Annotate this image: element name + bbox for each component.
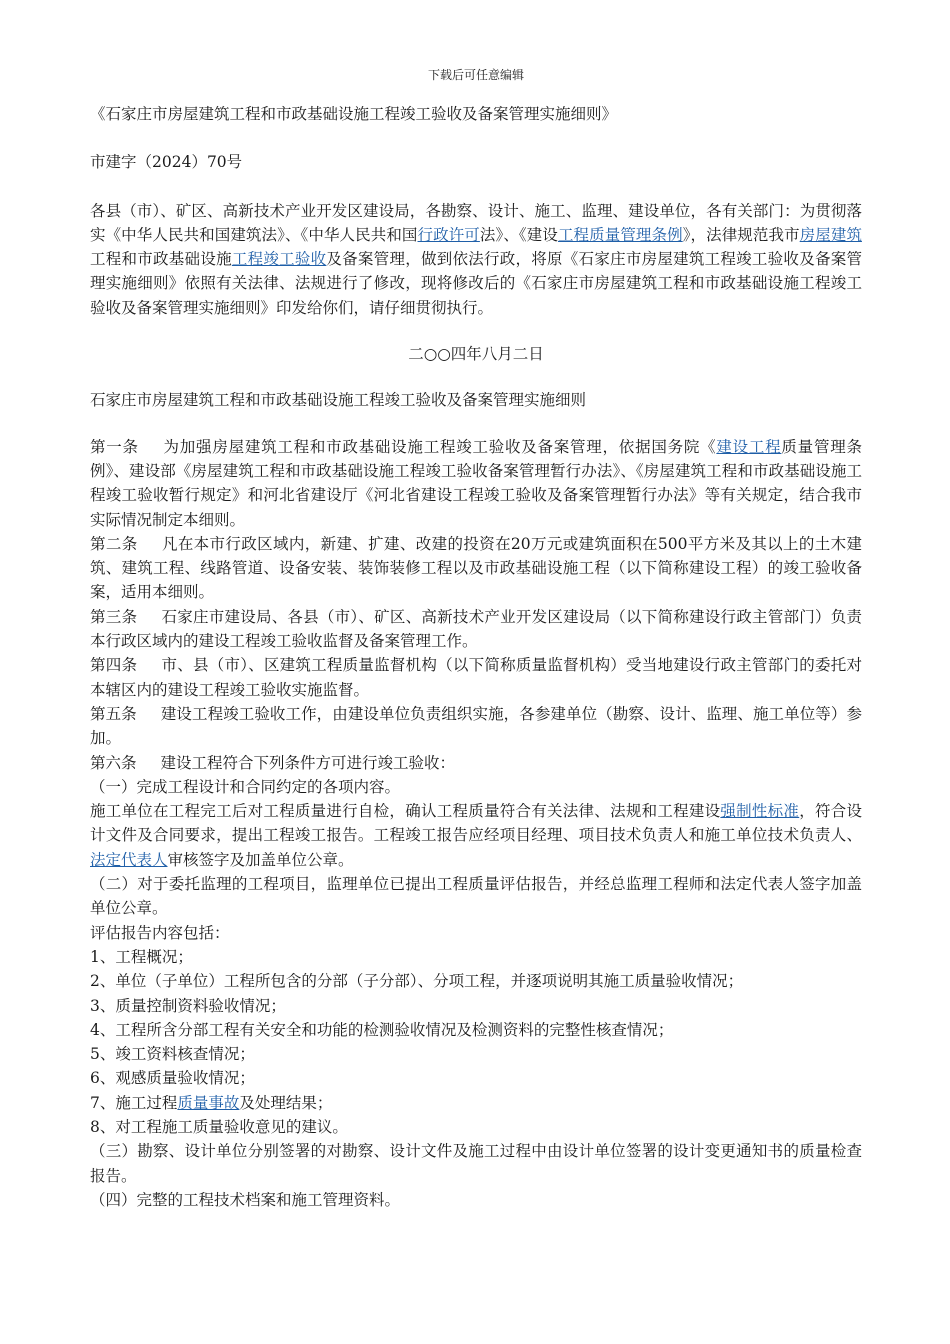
article-label: 第一条 xyxy=(90,437,139,456)
article-1-text-1: 为加强房屋建筑工程和市政基础设施工程竣工验收及备案管理，依据国务院《 xyxy=(162,437,717,456)
condition-detail-text-1: 施工单位在工程完工后对工程质量进行自检，确认工程质量符合有关法律、法规和工程建设 xyxy=(90,802,721,821)
document-title: 《石家庄市房屋建筑工程和市政基础设施工程竣工验收及备案管理实施细则》 xyxy=(90,105,618,123)
intro-text-5: 及备案管理，做到依法行政，将原《石家庄市房屋建筑工程竣工验收及备案管理实施细则》依照有关法律、法规进行了修改，现将修改后的《石家庄市房屋建筑工程和市政基础设施工程竣工验收及备案管理实施细则》印发给你们，请仔细贯彻执行。 xyxy=(90,250,862,317)
article-text: 凡在本市行政区域内，新建、扩建、改建的投资在20万元或建筑面积在500平方米及其以上的土木建筑、建筑工程、线路管道、设备安装、装饰装修工程以及市政基础设施工程（以下简称建设工程）的竣工验收备案，适用本细则。 xyxy=(90,534,862,602)
list-item: 8、对工程施工质量验收意见的建议。 xyxy=(90,1117,348,1136)
article-label: 第三条 xyxy=(90,607,138,626)
list-item: 3、质量控制资料验收情况； xyxy=(90,996,286,1015)
link-fading-daibiaoren[interactable]: 法定代表人 xyxy=(90,850,168,869)
link-gongcheng-jungong-yanshou[interactable]: 工程竣工验收 xyxy=(231,250,327,269)
page-header: 下载后可任意编辑 xyxy=(427,68,524,82)
document-date: 二○○四年八月二日 xyxy=(408,345,544,364)
intro-text-2: 法》、《建设 xyxy=(479,225,558,244)
article-1 xyxy=(90,435,862,532)
link-zhiliang-shigu[interactable]: 质量事故 xyxy=(177,1093,240,1112)
article-label: 第二条 xyxy=(90,534,138,553)
condition-detail-text-3: 审核签字及加盖单位公章。 xyxy=(167,850,354,869)
link-gongcheng-zhiliang-tiaoli[interactable]: 工程质量管理条例 xyxy=(557,225,683,244)
article-label: 第四条 xyxy=(90,656,138,675)
link-jianshe-gongcheng[interactable]: 建设工程 xyxy=(716,437,782,456)
condition-3: （三）勘察、设计单位分别签署的对勘察、设计文件及施工过程中由设计单位签署的设计变更通知书的质量检查报告。 xyxy=(90,1142,862,1185)
article-label: 第六条 xyxy=(90,753,137,772)
rules-title: 石家庄市房屋建筑工程和市政基础设施工程竣工验收及备案管理实施细则 xyxy=(90,391,587,410)
article-2 xyxy=(90,532,862,605)
condition-1-detail xyxy=(90,799,862,872)
list-item: 6、观感质量验收情况； xyxy=(90,1069,255,1088)
condition-4: （四）完整的工程技术档案和施工管理资料。 xyxy=(90,1190,401,1209)
list-item: 5、竣工资料核查情况； xyxy=(90,1045,255,1064)
list-item: 2、单位（子单位）工程所包含的分部（子分部）、分项工程，并逐项说明其施工质量验收情况； xyxy=(90,972,744,991)
intro-text-1: 各县（市）、矿区、高新技术产业开发区建设局，各勘察、设计、施工、监理、建设单位，各有关部门：为贯彻落实《中华人民共和国建筑法》、《中华人民共和国 xyxy=(90,201,862,244)
intro-paragraph xyxy=(90,199,862,320)
list-item-text-2: 及处理结果； xyxy=(239,1093,333,1112)
link-qiangzhixing-biaozhun[interactable]: 强制性标准 xyxy=(720,802,800,821)
condition-2: （二）对于委托监理的工程项目，监理单位已提出工程质量评估报告，并经总监理工程师和法定代表人签字加盖单位公章。 xyxy=(90,875,862,918)
intro-text-3: 》，法律规范我市 xyxy=(682,225,800,244)
intro-text-4: 工程和市政基础设施 xyxy=(90,250,232,269)
article-text: 建设工程竣工验收工作，由建设单位负责组织实施，各参建单位（勘察、设计、监理、施工单位等）参加。 xyxy=(90,704,862,748)
link-fangwu-jianzhu[interactable]: 房屋建筑 xyxy=(799,225,862,244)
article-4 xyxy=(90,653,862,702)
article-text: 建设工程符合下列条件方可进行竣工验收： xyxy=(160,753,456,772)
list-item: 1、工程概况； xyxy=(90,947,193,966)
article-label: 第五条 xyxy=(90,704,137,723)
condition-detail-text-2: ，符合设计文件及合同要求，提出工程竣工报告。工程竣工报告应经项目经理、项目技术负责人和施工单位技术负责人、 xyxy=(90,802,862,845)
report-intro: 评估报告内容包括： xyxy=(90,923,230,942)
article-3 xyxy=(90,605,862,654)
list-item-text-1: 7、施工过程 xyxy=(90,1093,178,1112)
document-number: 市建字（2024）70号 xyxy=(90,153,243,172)
article-5 xyxy=(90,702,862,751)
article-6 xyxy=(90,751,862,775)
list-item: 4、工程所含分部工程有关安全和功能的检测验收情况及检测资料的完整性核查情况； xyxy=(90,1020,674,1039)
list-item xyxy=(90,1091,862,1115)
article-text: 市、县（市）、区建筑工程质量监督机构（以下简称质量监督机构）受当地建设行政主管部门的委托对本辖区内的建设工程竣工验收实施监督。 xyxy=(90,656,862,699)
link-xingzheng-xuke[interactable]: 行政许可 xyxy=(417,225,480,244)
article-text: 石家庄市建设局、各县（市）、矿区、高新技术产业开发区建设局（以下简称建设行政主管部门）负责本行政区域内的建设工程竣工验收监督及备案管理工作。 xyxy=(90,607,862,651)
article-1-text-2: 质量管理条例》、建设部《房屋建筑工程和市政基础设施工程竣工验收备案管理暂行办法》、《房屋建筑工程和市政基础设施工程竣工验收暂行规定》和河北省建设厅《河北省建设工程竣工验收及备案管理暂行办法》等有关规定，结合我市实际情况制定本细则。 xyxy=(90,437,862,529)
condition-1: （一）完成工程设计和合同约定的各项内容。 xyxy=(90,777,401,796)
